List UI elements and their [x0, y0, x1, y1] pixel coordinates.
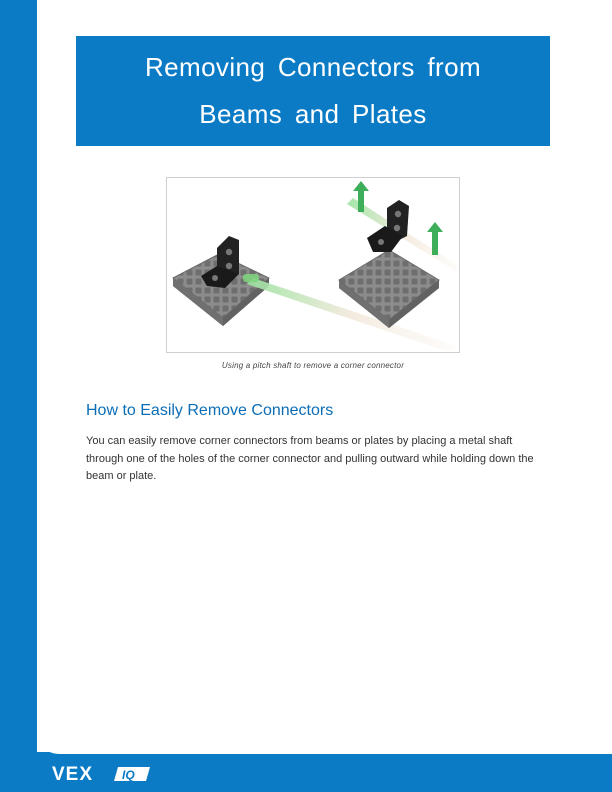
title-line-1: Removing Connectors from — [144, 52, 482, 82]
title-banner — [76, 36, 550, 146]
connector-removal-illustration — [167, 178, 459, 352]
figure-image — [166, 177, 460, 353]
right-corner-connector — [367, 200, 409, 252]
logo-badge-text: IQ — [122, 768, 135, 782]
section-heading: How to Easily Remove Connectors — [86, 402, 334, 419]
figure-caption: Using a pitch shaft to remove a corner connector — [221, 361, 405, 370]
section-body-text: You can easily remove corner connectors from beams or plates by placing a metal shaft through one of the holes of the corner connector and pulling outward while holding down the beam or plate. — [86, 435, 534, 482]
vex-iq-logo — [52, 764, 152, 789]
title-line-2: Beams and Plates — [199, 99, 427, 129]
logo-wordmark: VEX — [52, 764, 94, 784]
left-brand-bar — [0, 0, 37, 792]
